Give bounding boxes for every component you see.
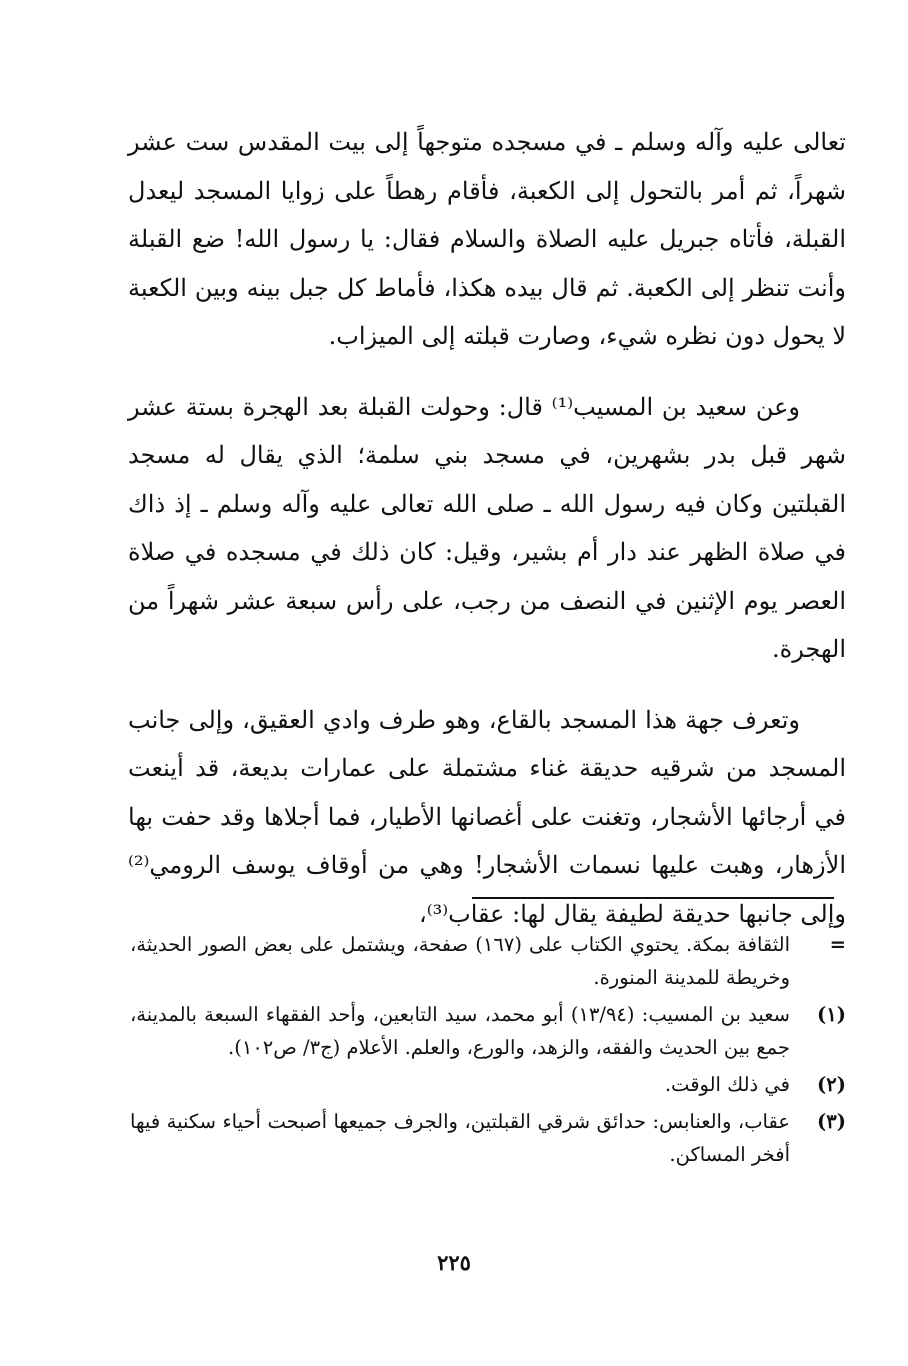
- footnote-3: [130, 1105, 846, 1171]
- footnote-marker: (٣): [817, 1110, 846, 1133]
- footnote-marker: =: [829, 933, 846, 956]
- footnote-2: [130, 1068, 846, 1101]
- footnote-text: في ذلك الوقت.: [664, 1073, 790, 1096]
- footnote-marker: (٢): [817, 1073, 846, 1096]
- footnotes-list: [130, 928, 846, 1175]
- main-text: [128, 118, 846, 960]
- footnote-text: الثقافة بمكة. يحتوي الكتاب على (١٦٧) صفحة، ويشتمل على بعض الصور الحديثة، وخريطة للمدينة المنورة.: [130, 933, 790, 989]
- page-number: ٢٢٥: [437, 1250, 471, 1275]
- paragraph-3: وتعرف جهة هذا المسجد بالقاع، وهو طرف وادي العقيق، وإلى جانب المسجد من شرقيه حديقة غناء مشتملة على عمارات بديعة، قد أينعت في أرجائها الأشجار، وتغنت على أغصانها الأطيار، فما أجلاها وقد حفت بها الأزهار، وهبت عليها نسمات الأشجار! وهي من أوقاف يوسف الرومي⁽²⁾ وإلى جانبها حديقة لطيفة يقال لها: عقاب⁽³⁾،: [128, 705, 846, 928]
- footnote-divider: [472, 897, 834, 899]
- footnote-continuation: [130, 928, 846, 994]
- footnote-text: سعيد بن المسيب: (١٣/٩٤) أبو محمد، سيد التابعين، وأحد الفقهاء السبعة بالمدينة، جمع بين الحديث والفقه، والزهد، والورع، والعلم. الأعلام (ج٣/ ص١٠٢).: [130, 1003, 790, 1059]
- footnote-text: عقاب، والعنابس: حدائق شرقي القبلتين، والجرف جميعها أصبحت أحياء سكنية فيها أفخر المساكن.: [130, 1110, 790, 1166]
- footnote-1: [130, 998, 846, 1064]
- paragraph-1: تعالى عليه وآله وسلم ـ في مسجده متوجهاً إلى بيت المقدس ست عشر شهراً، ثم أمر بالتحول إلى الكعبة، فأقام رهطاً على زوايا المسجد ليعدل القبلة، فأتاه جبريل عليه الصلاة والسلام فقال: يا رسول الله! ضع القبلة وأنت تنظر إلى الكعبة. ثم قال بيده هكذا، فأماط كل جبل بينه وبين الكعبة لا يحول دون نظره شيء، وصارت قبلته إلى الميزاب.: [128, 128, 846, 350]
- paragraph-2: وعن سعيد بن المسيب⁽¹⁾ قال: وحولت القبلة بعد الهجرة بستة عشر شهر قبل بدر بشهرين، في مسجد بني سلمة؛ الذي يقال له مسجد القبلتين وكان فيه رسول الله ـ صلى الله تعالى عليه وآله وسلم ـ إذ ذاك في صلاة الظهر عند دار أم بشير، وقيل: كان ذلك في مسجده في صلاة العصر يوم الإثنين في النصف من رجب، على رأس سبعة عشر شهراً من الهجرة.: [128, 392, 846, 663]
- footnote-marker: (١): [817, 1003, 846, 1026]
